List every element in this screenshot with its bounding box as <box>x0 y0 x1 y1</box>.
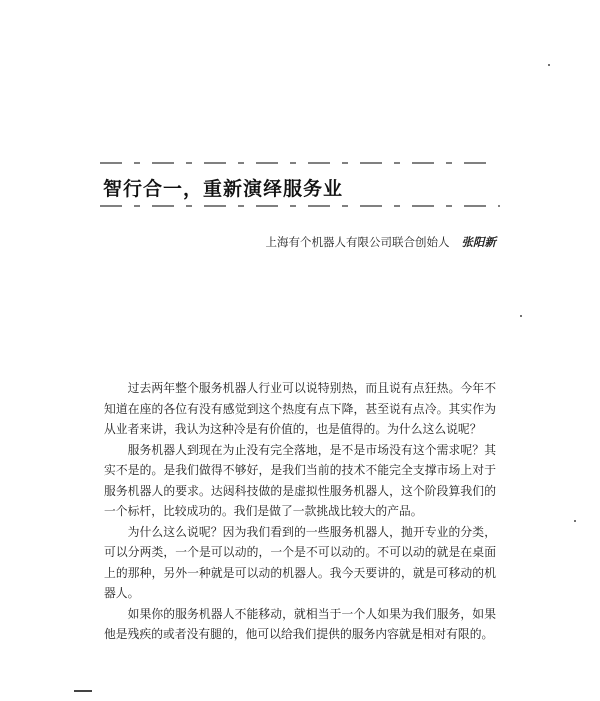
title-top-rule <box>100 162 496 164</box>
paragraph: 为什么这么说呢？因为我们看到的一些服务机器人，抛开专业的分类，可以分两类，一个是可以动的，一个是不可以动的。不可以动的就是在桌面上的那种，另外一种就是可以动的机器人。我今天要讲的，就是可移动的机器人。 <box>104 524 496 600</box>
scan-mark <box>74 690 92 692</box>
paragraph: 如果你的服务机器人不能移动，就相当于一个人如果为我们服务，如果他是残疾的或者没有腿的，他可以给我们提供的服务内容就是相对有限的。 <box>104 606 496 641</box>
scan-speck <box>548 64 550 66</box>
article-body <box>104 378 496 645</box>
author-name: 张阳新 <box>461 235 496 249</box>
author-affiliation: 上海有个机器人有限公司联合创始人 <box>265 235 450 249</box>
scan-speck <box>520 315 522 317</box>
page-title: 智行合一，重新演绎服务业 <box>103 178 344 200</box>
paragraph: 服务机器人到现在为止没有完全落地，是不是市场没有这个需求呢？其实不是的。是我们做得不够好，是我们当前的技术不能完全支撑市场上对于服务机器人的要求。达闼科技做的是虚拟性服务机器人，这个阶段算我们的一个标杆，比较成功的。我们是做了一款挑战比较大的产品。 <box>104 442 496 518</box>
author-line <box>266 234 497 250</box>
title-bottom-rule <box>100 205 500 207</box>
paragraph: 过去两年整个服务机器人行业可以说特别热，而且说有点狂热。今年不知道在座的各位有没有感觉到这个热度有点下降，甚至说有点冷。其实作为从业者来讲，我认为这种冷是有价值的，也是值得的。为什么这么说呢？ <box>104 381 496 436</box>
scan-speck <box>574 520 576 522</box>
